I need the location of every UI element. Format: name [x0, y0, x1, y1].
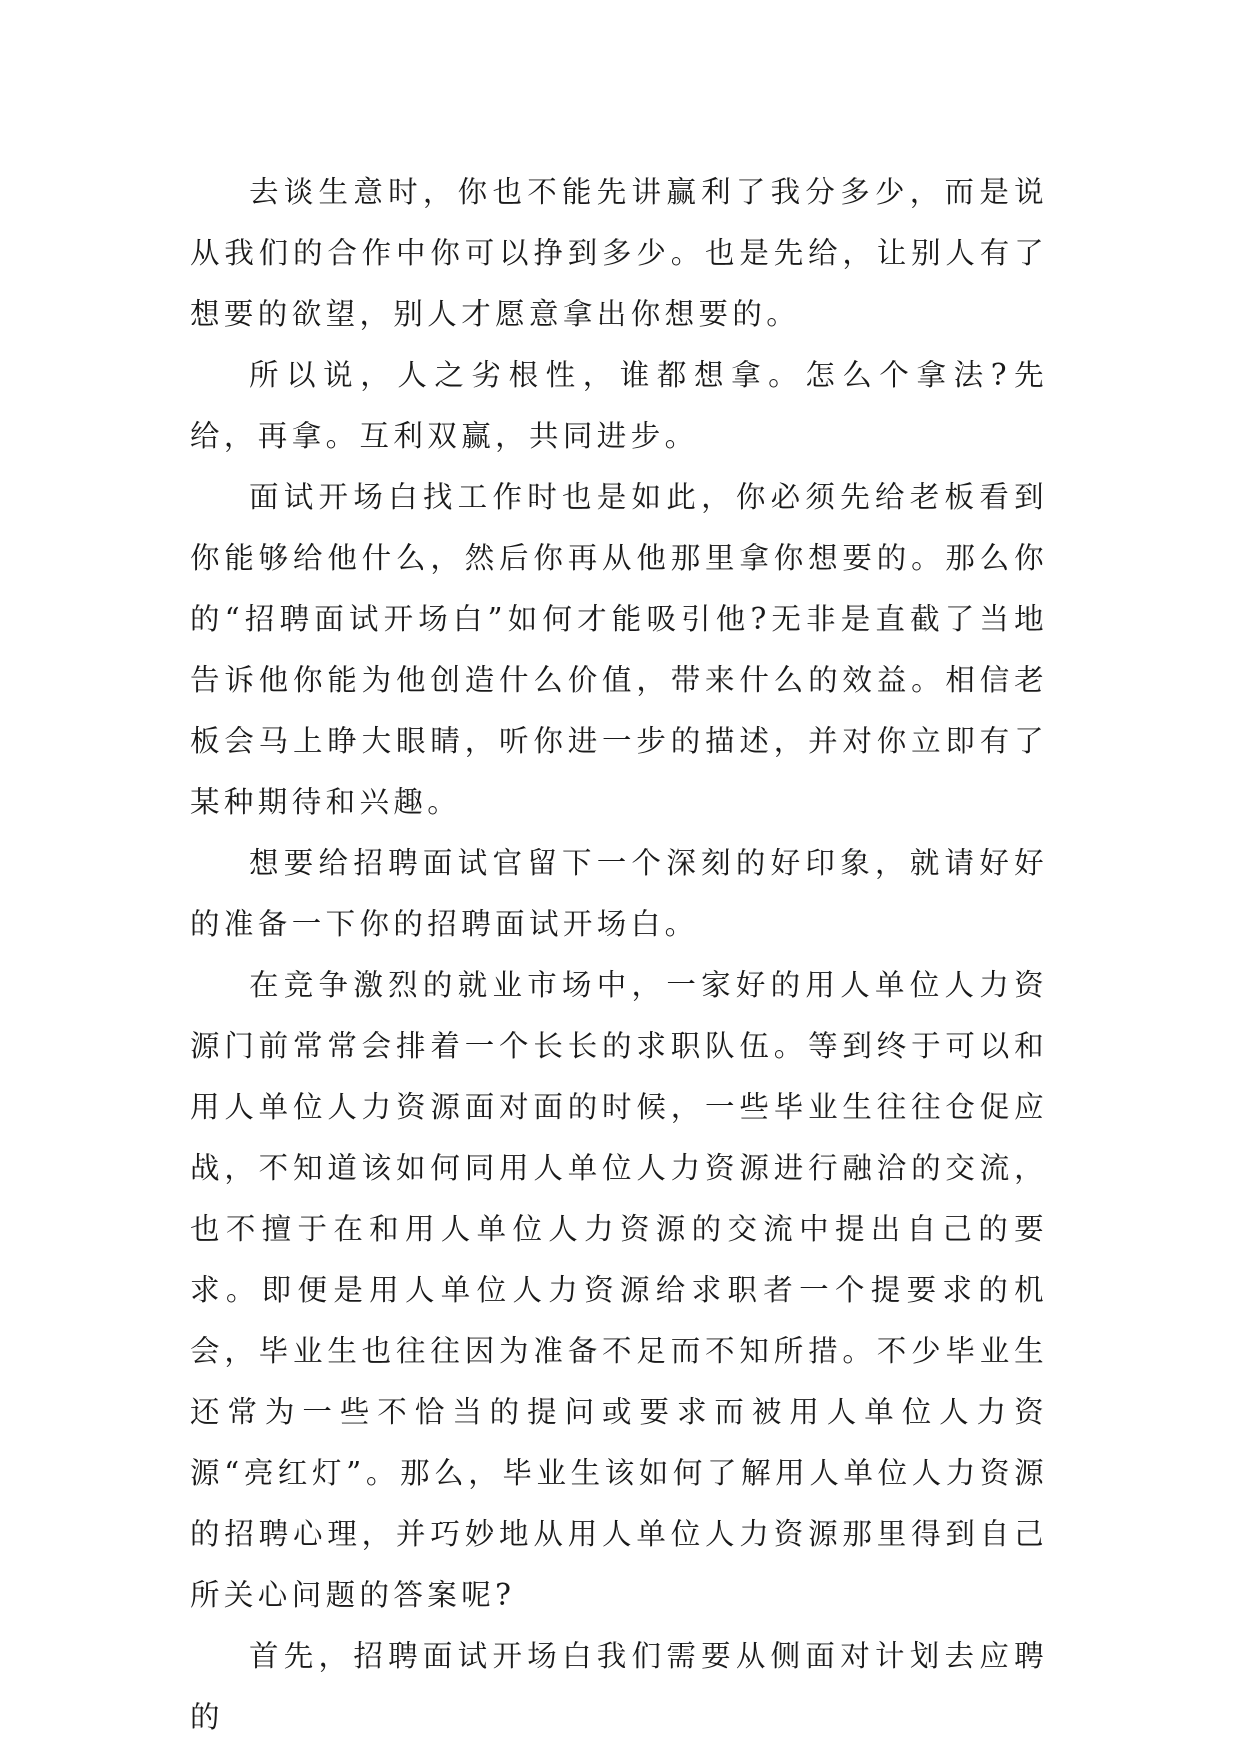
paragraph-3: 面试开场白找工作时也是如此，你必须先给老板看到你能够给他什么，然后你再从他那里拿你想要的。那么你的“招聘面试开场白”如何才能吸引他?无非是直截了当地告诉他你能为他创造什么价值，带来什么的效益。相信老板会马上睁大眼睛，听你进一步的描述，并对你立即有了某种期待和兴趣。: [190, 480, 1048, 819]
paragraph-2: 所以说，人之劣根性，谁都想拿。怎么个拿法?先给，再拿。互利双赢，共同进步。: [190, 358, 1048, 453]
paragraph-1: 去谈生意时，你也不能先讲赢利了我分多少，而是说从我们的合作中你可以挣到多少。也是先给，让别人有了想要的欲望，别人才愿意拿出你想要的。: [190, 175, 1048, 331]
document-body: [190, 162, 1048, 1748]
paragraph-4: 想要给招聘面试官留下一个深刻的好印象，就请好好的准备一下你的招聘面试开场白。: [190, 846, 1048, 941]
paragraph-5: 在竞争激烈的就业市场中，一家好的用人单位人力资源门前常常会排着一个长长的求职队伍。等到终于可以和用人单位人力资源面对面的时候，一些毕业生往往仓促应战，不知道该如何同用人单位人力资源进行融洽的交流，也不擅于在和用人单位人力资源的交流中提出自己的要求。即便是用人单位人力资源给求职者一个提要求的机会，毕业生也往往因为准备不足而不知所措。不少毕业生还常为一些不恰当的提问或要求而被用人单位人力资源“亮红灯”。那么，毕业生该如何了解用人单位人力资源的招聘心理，并巧妙地从用人单位人力资源那里得到自己所关心问题的答案呢?: [190, 968, 1048, 1612]
paragraph-6: 首先，招聘面试开场白我们需要从侧面对计划去应聘的: [190, 1639, 1048, 1734]
